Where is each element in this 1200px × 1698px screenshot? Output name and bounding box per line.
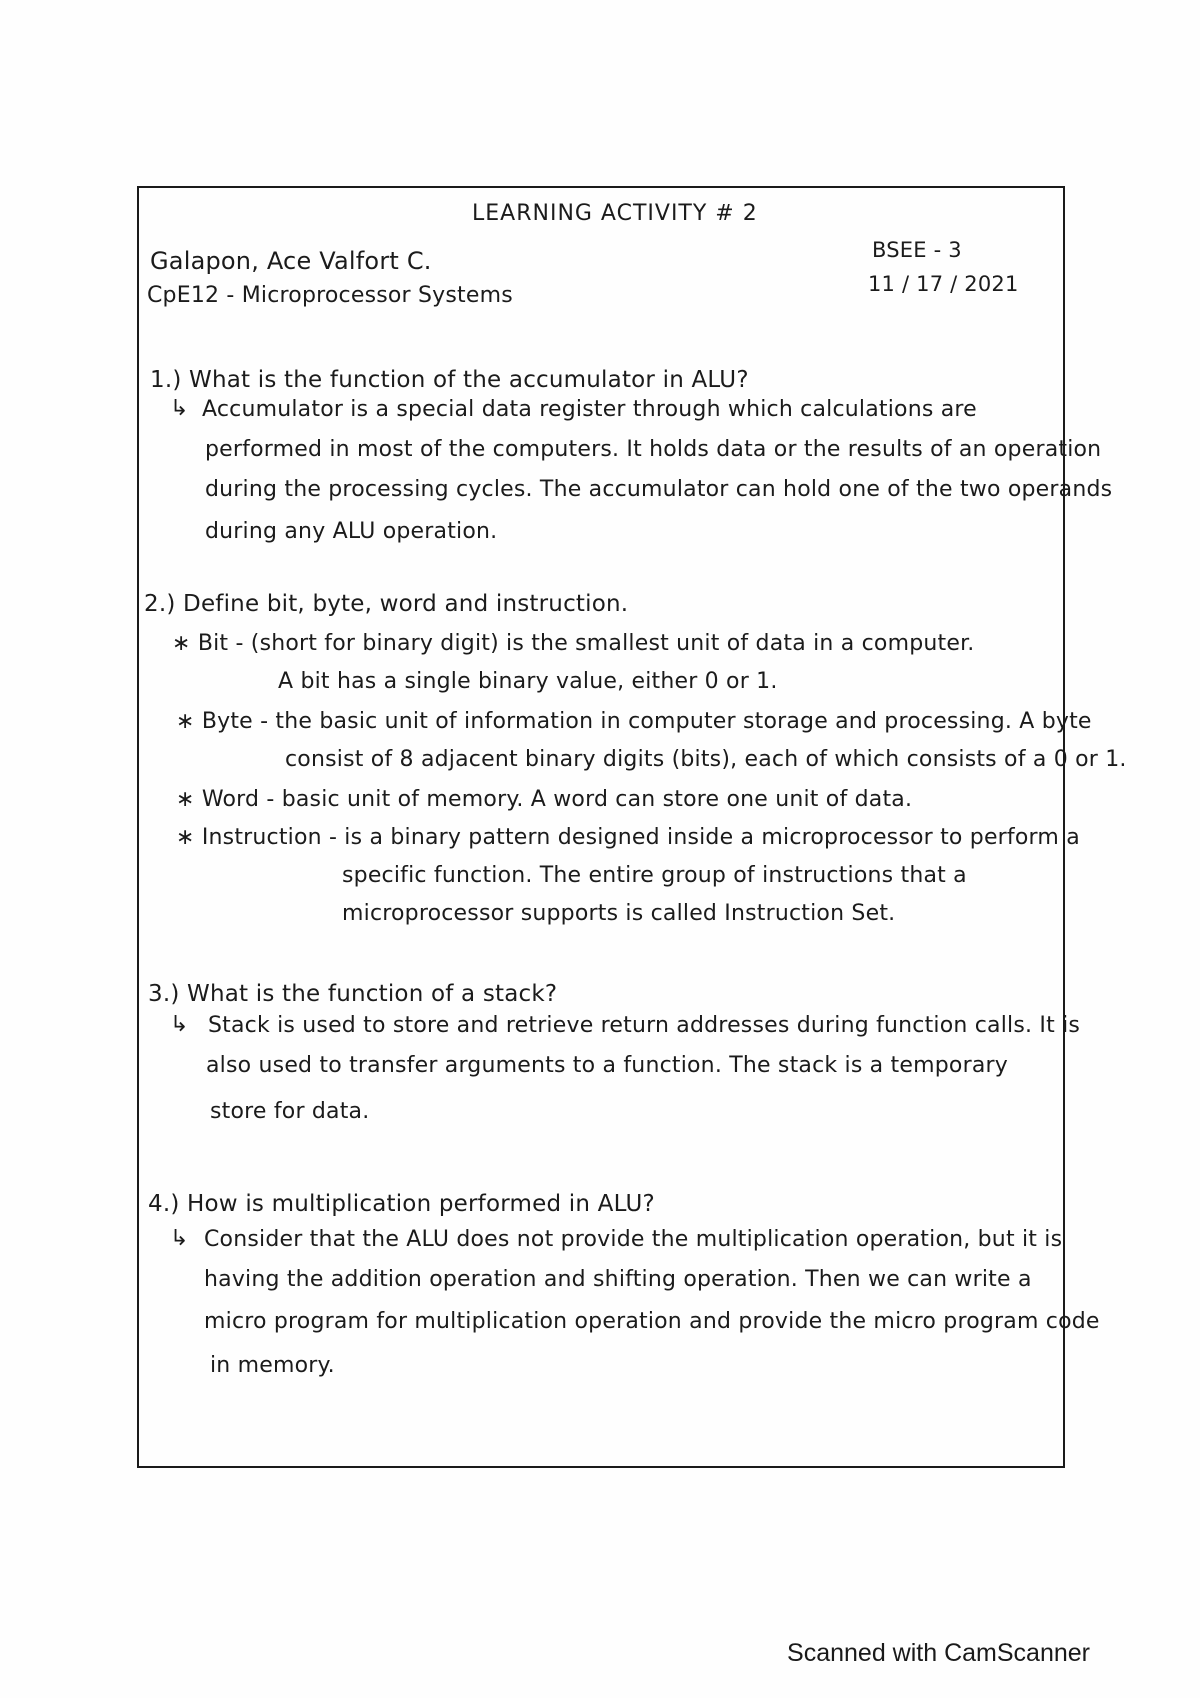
q2-line-1: ∗ Bit - (short for binary digit) is the smallest unit of data in a computer.: [172, 631, 975, 656]
q3-line-2: also used to transfer arguments to a function. The stack is a temporary: [206, 1053, 1008, 1078]
q2-line-2: A bit has a single binary value, either 0 or 1.: [278, 669, 778, 694]
q2-line-3: ∗ Byte - the basic unit of information in computer storage and processing. A byte: [176, 709, 1092, 734]
q1-line-4: during any ALU operation.: [205, 519, 498, 544]
q1-line-1: Accumulator is a special data register through which calculations are: [202, 397, 977, 422]
question-4: 4.) How is multiplication performed in ALU?: [148, 1191, 655, 1217]
question-1: 1.) What is the function of the accumulator in ALU?: [150, 367, 749, 393]
answer-arrow-icon: ↳: [170, 1012, 189, 1037]
answer-arrow-icon: ↳: [170, 396, 189, 421]
q2-line-4: consist of 8 adjacent binary digits (bits), each of which consists of a 0 or 1.: [285, 747, 1127, 772]
answer-arrow-icon: ↳: [170, 1226, 189, 1251]
q1-line-3: during the processing cycles. The accumulator can hold one of the two operands: [205, 477, 1113, 502]
q3-line-1: Stack is used to store and retrieve return addresses during function calls. It is: [208, 1013, 1081, 1038]
q3-line-3: store for data.: [210, 1099, 370, 1124]
q2-line-5: ∗ Word - basic unit of memory. A word can store one unit of data.: [176, 787, 913, 812]
q2-line-8: microprocessor supports is called Instruction Set.: [342, 901, 896, 926]
question-2: 2.) Define bit, byte, word and instruction.: [144, 591, 629, 617]
q4-line-2: having the addition operation and shifting operation. Then we can write a: [204, 1267, 1032, 1292]
course-name: CpE12 - Microprocessor Systems: [147, 283, 513, 308]
q2-line-6: ∗ Instruction - is a binary pattern designed inside a microprocessor to perform a: [176, 825, 1080, 850]
q2-line-7: specific function. The entire group of instructions that a: [342, 863, 967, 888]
q4-line-1: Consider that the ALU does not provide the multiplication operation, but it is: [204, 1227, 1063, 1252]
q1-line-2: performed in most of the computers. It holds data or the results of an operation: [205, 437, 1102, 462]
q4-line-4: in memory.: [210, 1353, 335, 1378]
scanner-watermark: Scanned with CamScanner: [787, 1639, 1090, 1667]
question-3: 3.) What is the function of a stack?: [148, 981, 558, 1007]
student-name: Galapon, Ace Valfort C.: [150, 247, 432, 275]
q4-line-3: micro program for multiplication operation and provide the micro program code: [204, 1309, 1100, 1334]
date-label: 11 / 17 / 2021: [868, 272, 1019, 296]
section-label: BSEE - 3: [872, 238, 962, 262]
page-title: LEARNING ACTIVITY # 2: [472, 201, 758, 226]
